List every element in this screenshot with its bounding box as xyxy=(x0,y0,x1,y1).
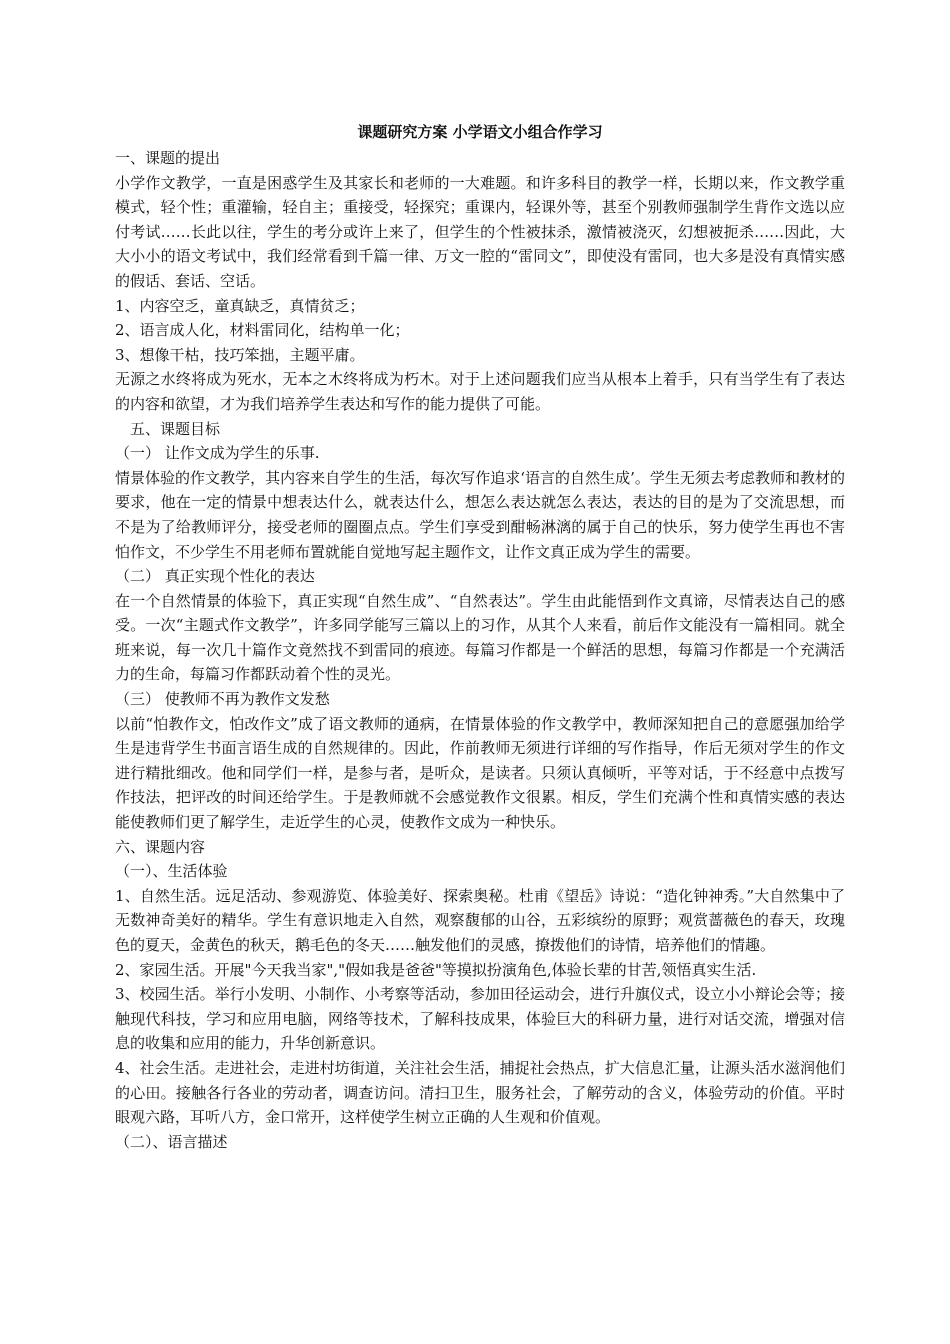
section-heading-6: 六、课题内容 xyxy=(115,837,206,856)
list-item: 2、家园生活。开展"今天我当家","假如我是爸爸"等摸拟扮演角色,体验长辈的甘苦,领悟真实生活. xyxy=(115,960,757,979)
subsection-heading: （一） 让作文成为学生的乐事. xyxy=(115,444,320,463)
section-heading-1: 一、课题的提出 xyxy=(115,149,221,167)
list-item: 4、社会生活。走进社会，走进村坊街道，关注社会生活，捕捉社会热点，扩大信息汇量，让源头活水滋润他们的心田。接触各行各业的劳动者，调查访问。清扫卫生，服务社会，了解劳动的含义，体验劳动的价值。平时眼观六路，耳听八方，金口常开，这样使学生树立正确的人生观和价值观。 xyxy=(115,1058,845,1127)
document-page xyxy=(115,120,845,1154)
paragraph: 在一个自然情景的体验下，真正实现“自然生成”、“自然表达”。学生由此能悟到作文真谛，尽情表达自己的感受。一次“主题式作文教学”，许多同学能写三篇以上的习作，从其个人来看，前后作文能没有一篇相同。就全班来说，每一次几十篇作文竟然找不到雷同的痕迹。每篇习作都是一个鲜活的思想，每篇习作都是一个充满活力的生命，每篇习作都跃动着个性的灵光。 xyxy=(115,591,845,684)
subsection-heading: （二）、语言描述 xyxy=(115,1132,228,1151)
subsection-heading: （二） 真正实现个性化的表达 xyxy=(115,567,315,586)
paragraph: 情景体验的作文教学，其内容来自学生的生活，每次写作追求‘语言的自然生成’。学生无须去考虑教师和教材的要求，他在一定的情景中想表达什么，就表达什么，想怎么表达就怎么表达，表达的目的是为了交流思想，而不是为了给教师评分，接受老师的圈圈点点。学生们享受到酣畅淋漓的属于自己的快乐，努力使学生再也不害怕作文，不少学生不用老师布置就能自觉地写起主题作文，让作文真正成为学生的需要。 xyxy=(115,468,845,561)
paragraph: 以前“怕教作文，怕改作文”成了语文教师的通病，在情景体验的作文教学中，教师深知把自己的意愿强加给学生是违背学生书面言语生成的自然规律的。因此，作前教师无须进行详细的写作指导，作后无须对学生的作文进行精批细改。他和同学们一样，是参与者，是听众，是读者。只须认真倾听，平等对话，于不经意中点拨写作技法，把评改的时间还给学生。于是教师就不会感觉教作文很累。相反，学生们充满个性和真情实感的表达能使教师们更了解学生，走近学生的心灵，使教作文成为一种快乐。 xyxy=(115,714,845,832)
section-heading-5: 五、课题目标 xyxy=(130,419,221,438)
paragraph: 无源之水终将成为死水，无本之木终将成为朽木。对于上述问题我们应当从根本上着手，只有当学生有了表达的内容和欲望，才为我们培养学生表达和写作的能力提供了可能。 xyxy=(115,370,845,413)
list-item: 1、自然生活。远足活动、参观游览、体验美好、探索奥秘。杜甫《望岳》诗说：“造化钟神秀。”大自然集中了无数神奇美好的精华。学生有意识地走入自然，观察馥郁的山谷，五彩缤纷的原野；观赏蔷薇色的春天，玫瑰色的夏天，金黄色的秋天，鹅毛色的冬天……触发他们的灵感，撩拨他们的诗情，培养他们的情趣。 xyxy=(115,886,845,954)
subsection-heading: （三） 使教师不再为教作文发愁 xyxy=(115,690,330,709)
list-item: 1、内容空乏，童真缺乏，真情贫乏； xyxy=(115,296,365,315)
subsection-heading: （一）、生活体验 xyxy=(115,862,228,881)
list-item: 3、想像干枯，技巧笨拙，主题平庸。 xyxy=(115,345,365,364)
document-title: 课题研究方案 小学语文小组合作学习 xyxy=(357,123,603,141)
list-item: 3、校园生活。举行小发明、小制作、小考察等活动，参加田径运动会，进行升旗仪式，设立小小辩论会等；接触现代科技，学习和应用电脑，网络等技术，了解科技成果，体验巨大的科研力量，进行对话交流，增强对信息的收集和应用的能力，升华创新意识。 xyxy=(115,985,845,1053)
list-item: 2、语言成人化，材料雷同化，结构单一化； xyxy=(115,321,410,340)
paragraph: 小学作文教学，一直是困惑学生及其家长和老师的一大难题。和许多科目的教学一样，长期以来，作文教学重模式，轻个性；重灌输，轻自主；重接受，轻探究；重课内，轻课外等，甚至个别教师强制学生背作文选以应付考试……长此以往，学生的考分或许上来了，但学生的个性被抹杀，激情被浇灭，幻想被扼杀……因此，大大小小的语文考试中，我们经常看到千篇一律、万文一腔的“雷同文”，即使没有雷同，也大多是没有真情实感的假话、套话、空话。 xyxy=(115,173,845,290)
